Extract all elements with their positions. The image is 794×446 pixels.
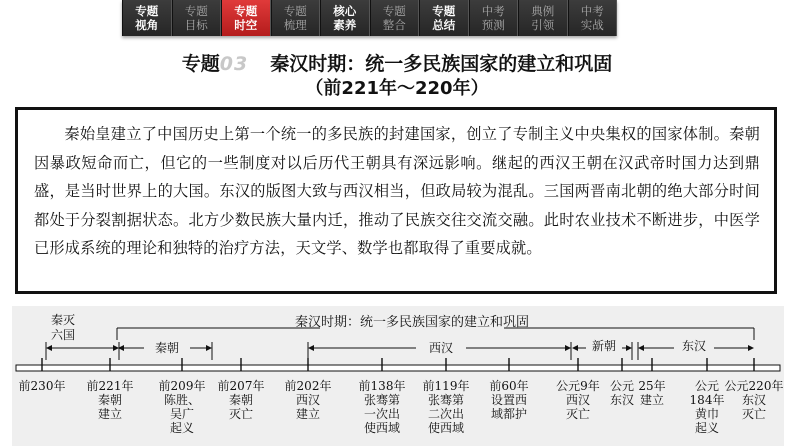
- page-subtitle: （前221年～220年）: [305, 78, 489, 99]
- event-description-line: 起义: [169, 421, 195, 435]
- arrowhead-left: [638, 345, 644, 351]
- event-description-line: 二次出: [427, 407, 465, 421]
- nav-tab-label-line2: 预测: [481, 18, 505, 32]
- event-description-line: 域都护: [490, 407, 528, 421]
- event-description-line: 秦朝: [97, 393, 123, 407]
- nav-tab-5[interactable]: [370, 0, 420, 36]
- nav-tab-0[interactable]: [122, 0, 172, 36]
- nav-tab-label-line2: 目标: [184, 18, 208, 32]
- nav-tab-label-line2: 视角: [135, 18, 159, 32]
- period-label-eastern-han: 东汉: [681, 339, 707, 353]
- arrowhead-left: [308, 345, 314, 351]
- nav-tab-label-line1: 专题: [184, 4, 208, 18]
- event-year-label: 前138年: [358, 379, 406, 393]
- nav-tab-label-line2: 实战: [580, 18, 604, 32]
- event-year-label: 前230年: [18, 379, 66, 393]
- timeline-diagram: [12, 306, 784, 446]
- event-description-line: 建立: [97, 407, 123, 421]
- nav-tab-3[interactable]: [271, 0, 321, 36]
- topic-number: 03: [219, 53, 249, 75]
- topic-prefix: 专题: [181, 53, 220, 75]
- event-description-line: 张骞第: [427, 393, 465, 407]
- nav-tab-4[interactable]: [320, 0, 370, 36]
- nav-tab-label-line1: 中考: [481, 4, 505, 18]
- nav-tab-label-line2: 时空: [234, 18, 258, 32]
- event-year-label: 公元220年: [724, 379, 784, 393]
- topic-title: 秦汉时期：统一多民族国家的建立和巩固: [270, 53, 613, 75]
- event-description-line: 东汉: [741, 393, 767, 407]
- nav-tab-6[interactable]: [419, 0, 469, 36]
- arrowhead-right: [206, 345, 212, 351]
- nav-tab-label-line2: 引领: [531, 18, 555, 32]
- period-label-western-han: 西汉: [428, 341, 454, 355]
- arrowhead-right: [748, 345, 754, 351]
- arrowhead-right: [565, 345, 571, 351]
- summary-text: 秦始皇建立了中国历史上第一个统一的多民族的封建国家，创立了专制主义中央集权的国家体制。秦朝因暴政短命而亡，但它的一些制度对以后历代王朝具有深远影响。继起的西汉王朝在汉武帝时国力达到鼎盛，是当时世界上的大国。东汉的版图大致与西汉相当，但政局较为混乱。三国两晋南北朝的绝大部分时间都处于分裂割据状态。北方少数民族大量内迁，推动了民族交往交流交融。此时农业技术不断进步，中医学已形成系统的理论和独特的治疗方法，天文学、数学也都取得了重要成就。: [34, 125, 760, 258]
- arrowhead-left: [46, 345, 52, 351]
- event-year-label: 前209年: [158, 379, 206, 393]
- page-title: [0, 52, 794, 76]
- event-year-label: 公元: [609, 379, 635, 393]
- event-description-line: 一次出: [363, 407, 401, 421]
- event-description-line: 建立: [639, 393, 665, 407]
- event-description-line: 张骞第: [363, 393, 401, 407]
- nav-tab-8[interactable]: [518, 0, 568, 36]
- summary-box: [15, 107, 777, 294]
- event-description-line: 设置西: [490, 393, 528, 407]
- nav-tab-label-line1: 专题: [382, 4, 406, 18]
- section-nav-bar: [122, 0, 617, 36]
- event-description-line: 西汉: [295, 393, 321, 407]
- event-description-line: 东汉: [609, 393, 635, 407]
- arrowhead-left: [572, 345, 578, 351]
- nav-tab-label-line2: 梳理: [283, 18, 307, 32]
- event-description-line: 西汉: [565, 393, 591, 407]
- event-description-line: 灭亡: [565, 407, 591, 421]
- event-description-line: 184年: [689, 393, 725, 407]
- event-description-line: 陈胜、: [163, 393, 201, 407]
- event-description-line: 吴广: [169, 407, 195, 421]
- nav-tab-label-line1: 核心: [333, 4, 357, 18]
- nav-tab-7[interactable]: [469, 0, 519, 36]
- timeline-axis: [16, 365, 780, 371]
- arrowhead-right: [626, 345, 632, 351]
- nav-tab-9[interactable]: [568, 0, 618, 36]
- event-year-label: 前207年: [217, 379, 265, 393]
- event-year-label: 公元9年: [556, 379, 600, 393]
- nav-tab-label-line1: 专题: [135, 4, 159, 18]
- event-description-line: 建立: [295, 407, 321, 421]
- nav-tab-label-line2: 整合: [382, 18, 406, 32]
- event-description-line: 使西域: [363, 421, 401, 435]
- event-year-label: 前221年: [86, 379, 134, 393]
- period-label-xin: 新朝: [591, 339, 617, 353]
- period-label-qin: 秦朝: [154, 341, 180, 355]
- event-description-line: 秦朝: [228, 393, 254, 407]
- period-label-qin-unification-line2: 六国: [50, 328, 76, 342]
- nav-tab-label-line1: 中考: [580, 4, 604, 18]
- event-year-label: 前119年: [422, 379, 470, 393]
- event-description-line: 起义: [694, 421, 720, 435]
- nav-tab-1[interactable]: [172, 0, 222, 36]
- period-label-qin-unification-line1: 秦灭: [50, 313, 76, 327]
- event-description-line: 使西域: [427, 421, 465, 435]
- nav-tab-label-line1: 典例: [531, 4, 555, 18]
- timeline-figure: [12, 306, 784, 446]
- nav-tab-label-line2: 素养: [333, 18, 357, 32]
- event-description-line: 黄巾: [694, 407, 720, 421]
- event-year-label: 公元: [694, 379, 720, 393]
- nav-tab-label-line1: 专题: [283, 4, 307, 18]
- event-description-line: 灭亡: [741, 407, 767, 421]
- nav-tab-label-line2: 总结: [432, 18, 456, 32]
- nav-tab-2[interactable]: [221, 0, 271, 36]
- nav-tab-label-line1: 专题: [432, 4, 456, 18]
- event-description-line: 灭亡: [228, 407, 254, 421]
- event-year-label: 前202年: [284, 379, 332, 393]
- event-year-label: 25年: [638, 379, 666, 393]
- timeline-title: 秦汉时期：统一多民族国家的建立和巩固: [294, 315, 530, 330]
- event-year-label: 前60年: [489, 379, 529, 393]
- nav-tab-label-line1: 专题: [234, 4, 258, 18]
